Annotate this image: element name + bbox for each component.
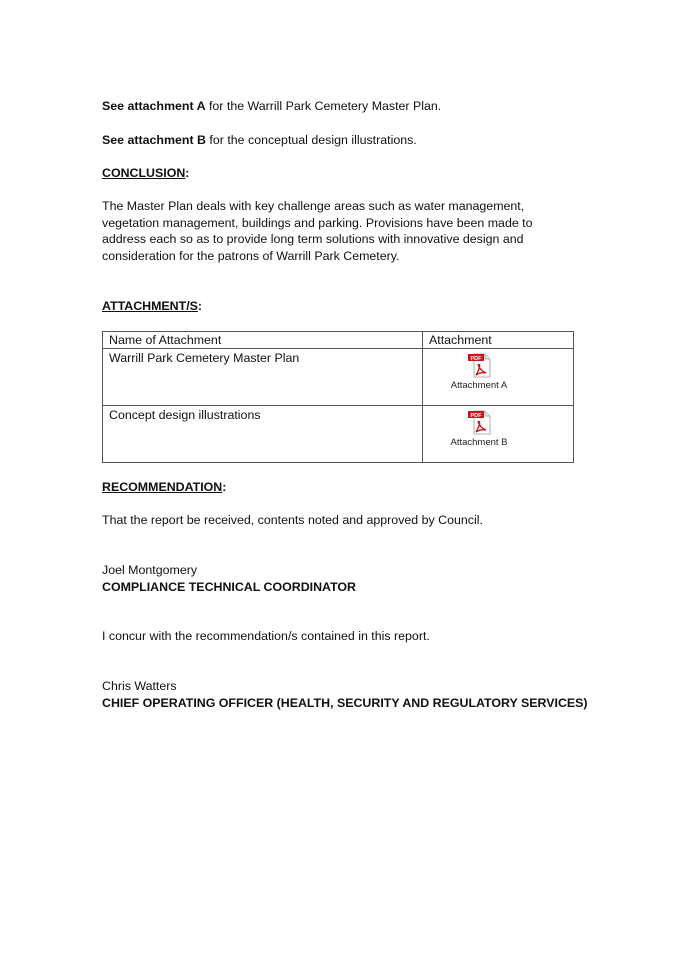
signatory-1-title: COMPLIANCE TECHNICAL COORDINATOR [102,579,357,594]
signatory-1 [102,562,572,595]
attachment-caption: Attachment B [450,437,508,448]
attachments-heading [102,298,572,315]
concur-statement: I concur with the recommendation/s contained in this report. [102,629,430,643]
attachment-b-link[interactable] [429,407,529,449]
recommendation-heading-colon: : [222,480,227,494]
attachments-heading-colon: : [197,299,203,313]
pdf-file-icon [466,409,492,435]
see-attachment-b-bold: See attachment B [102,133,206,147]
conclusion-heading [102,165,572,182]
table-header-row [103,332,574,349]
conclusion-heading-colon: : [185,166,190,180]
recommendation-heading [102,479,572,496]
svg-text:PDF: PDF [470,413,482,419]
conclusion-line: consideration for the patrons of Warrill Park Cemetery. [102,248,400,263]
conclusion-line: address each so as to provide long term solutions with innovative design and [102,232,524,247]
attachment-cell [423,406,574,463]
attachments-heading-text: ATTACHMENT/S [102,299,198,313]
svg-text:PDF: PDF [470,356,482,362]
attachment-a-link[interactable] [429,350,529,392]
attachments-table [102,331,574,463]
conclusion-heading-text: CONCLUSION [102,166,186,180]
attachment-name: Concept design illustrations [103,406,423,463]
conclusion-line: The Master Plan deals with key challenge areas such as water management, [102,199,525,213]
see-attachment-b [102,132,572,149]
pdf-file-icon [466,352,492,378]
conclusion-line: vegetation management, buildings and parking. Provisions have been made to [102,215,533,230]
see-attachment-b-text: for the conceptual design illustrations. [205,133,417,147]
conclusion-body [102,198,572,264]
column-header-name: Name of Attachment [103,332,423,349]
see-attachment-a-bold: See attachment A [102,99,206,113]
table-row [103,349,574,406]
column-header-attachment: Attachment [423,332,574,349]
recommendation-text: That the report be received, contents noted and approved by Council. [102,513,483,527]
table-row [103,406,574,463]
signatory-2-title: CHIEF OPERATING OFFICER (HEALTH, SECURITY AND REGULATORY SERVICES) [102,695,588,710]
signatory-2-name: Chris Watters [102,679,177,693]
see-attachment-a-text: for the Warrill Park Cemetery Master Plan. [205,99,442,113]
recommendation-heading-text: RECOMMENDATION [102,480,223,494]
attachment-cell [423,349,574,406]
see-attachment-a [102,98,572,115]
attachment-caption: Attachment A [450,380,508,391]
attachment-name: Warrill Park Cemetery Master Plan [103,349,423,406]
signatory-1-name: Joel Montgomery [102,563,198,577]
signatory-2 [102,678,622,711]
